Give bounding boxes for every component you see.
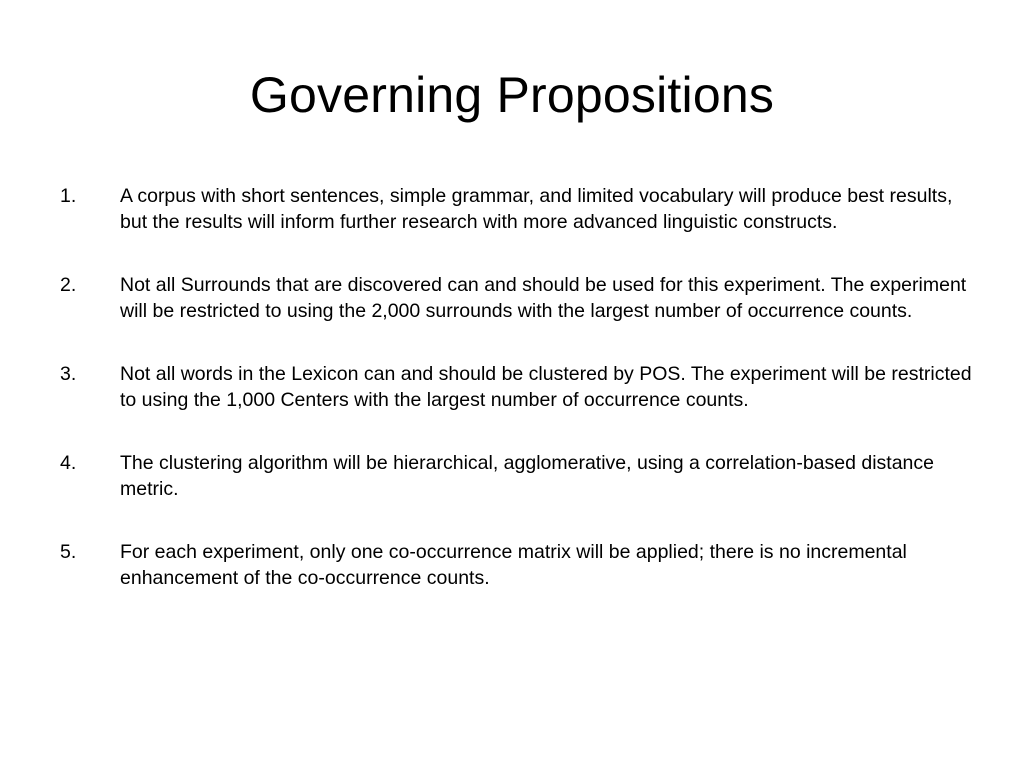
list-item-number: 1. bbox=[60, 185, 77, 207]
list-item-text: Not all words in the Lexicon can and should be clustered by POS. The experiment will be restricted to using the 1,000 Centers with the largest number of occurrence counts. bbox=[120, 363, 972, 411]
list-item bbox=[60, 272, 980, 324]
list-item-number: 5. bbox=[60, 541, 77, 563]
slide-title: Governing Propositions bbox=[249, 67, 775, 123]
list-item-text: A corpus with short sentences, simple grammar, and limited vocabulary will produce best results, but the results will inform further research with more advanced linguistic constructs. bbox=[120, 185, 953, 233]
list-item bbox=[60, 450, 980, 502]
list-item bbox=[60, 539, 980, 591]
list-item-number: 3. bbox=[60, 363, 77, 385]
list-item-text: The clustering algorithm will be hierarchical, agglomerative, using a correlation-based distance metric. bbox=[120, 452, 934, 500]
list-item-number: 2. bbox=[60, 274, 77, 296]
list-item bbox=[60, 183, 980, 235]
list-item-text: For each experiment, only one co-occurrence matrix will be applied; there is no incremental enhancement of the co-occurrence counts. bbox=[120, 541, 907, 589]
propositions-list bbox=[60, 183, 980, 591]
list-item bbox=[60, 361, 980, 413]
list-item-number: 4. bbox=[60, 452, 77, 474]
list-item-text: Not all Surrounds that are discovered can and should be used for this experiment. The experiment will be restricted to using the 2,000 surrounds with the largest number of occurrence counts. bbox=[120, 274, 967, 322]
